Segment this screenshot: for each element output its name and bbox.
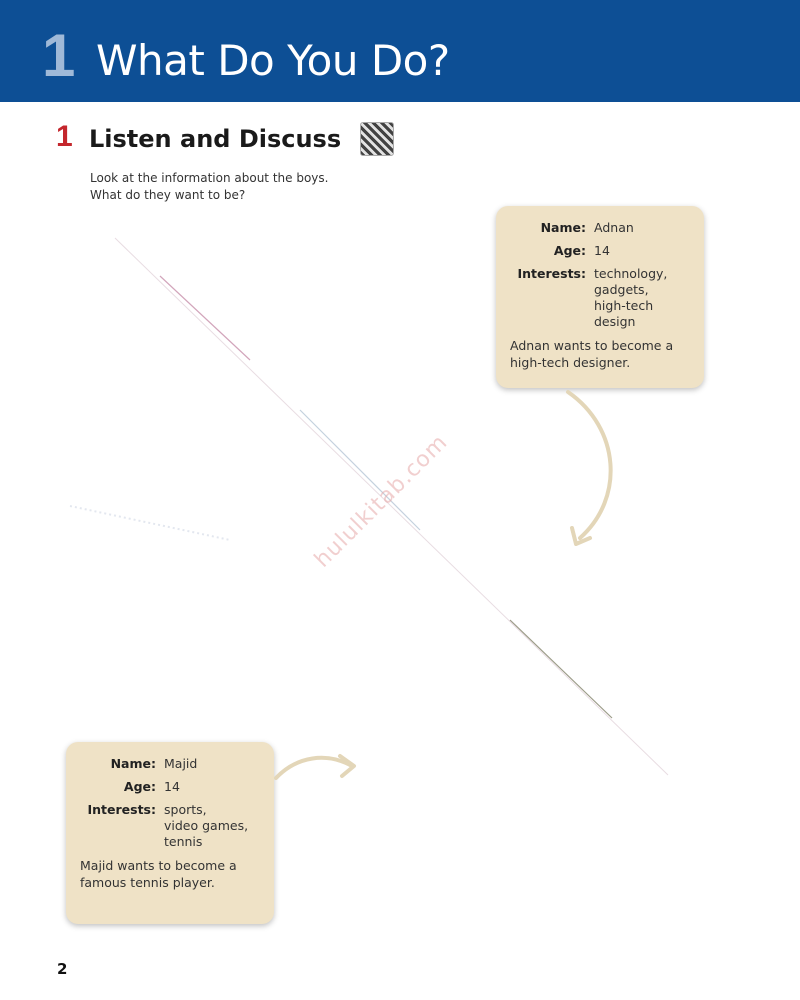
interests-label: Interests: [87,802,156,817]
age-row [510,243,690,259]
profile-summary [80,857,260,891]
section-number: 1 [56,120,73,153]
age-row [80,779,260,795]
age-value: 14 [594,243,610,258]
profile-card-majid [66,742,274,924]
summary-line-1: Adnan wants to become a [510,338,674,353]
interests-value [164,802,248,850]
unit-number: 1 [42,22,76,89]
interests-row [510,266,690,330]
name-value: Majid [164,756,198,771]
name-label: Name: [540,220,586,235]
name-row [510,220,690,236]
page-number: 2 [57,960,68,978]
watermark: hululkitab.com [310,429,453,573]
interest-item: tennis [164,834,203,849]
unit-title: What Do You Do? [96,36,450,85]
interest-item: video games, [164,818,249,833]
profile-card-adnan [496,206,704,388]
curved-arrow-icon [560,388,630,553]
section-title: Listen and Discuss [89,125,342,153]
interest-item: technology, [594,266,668,281]
interests-label: Interests: [517,266,586,281]
interest-item: high-tech design [594,298,654,329]
age-label: Age: [123,779,156,794]
name-value: Adnan [594,220,634,235]
profile-summary [510,337,690,371]
interests-value [594,266,690,330]
summary-line-2: famous tennis player. [80,875,215,890]
instruction-line-2: What do they want to be? [90,188,246,202]
interests-row [80,802,260,850]
name-label: Name: [110,756,156,771]
name-row [80,756,260,772]
summary-line-2: high-tech designer. [510,355,631,370]
interest-item: sports, [164,802,207,817]
curved-arrow-icon [272,748,362,788]
age-label: Age: [553,243,586,258]
age-value: 14 [164,779,180,794]
instruction-line-1: Look at the information about the boys. [90,171,329,185]
interest-item: gadgets, [594,282,649,297]
summary-line-1: Majid wants to become a [80,858,237,873]
